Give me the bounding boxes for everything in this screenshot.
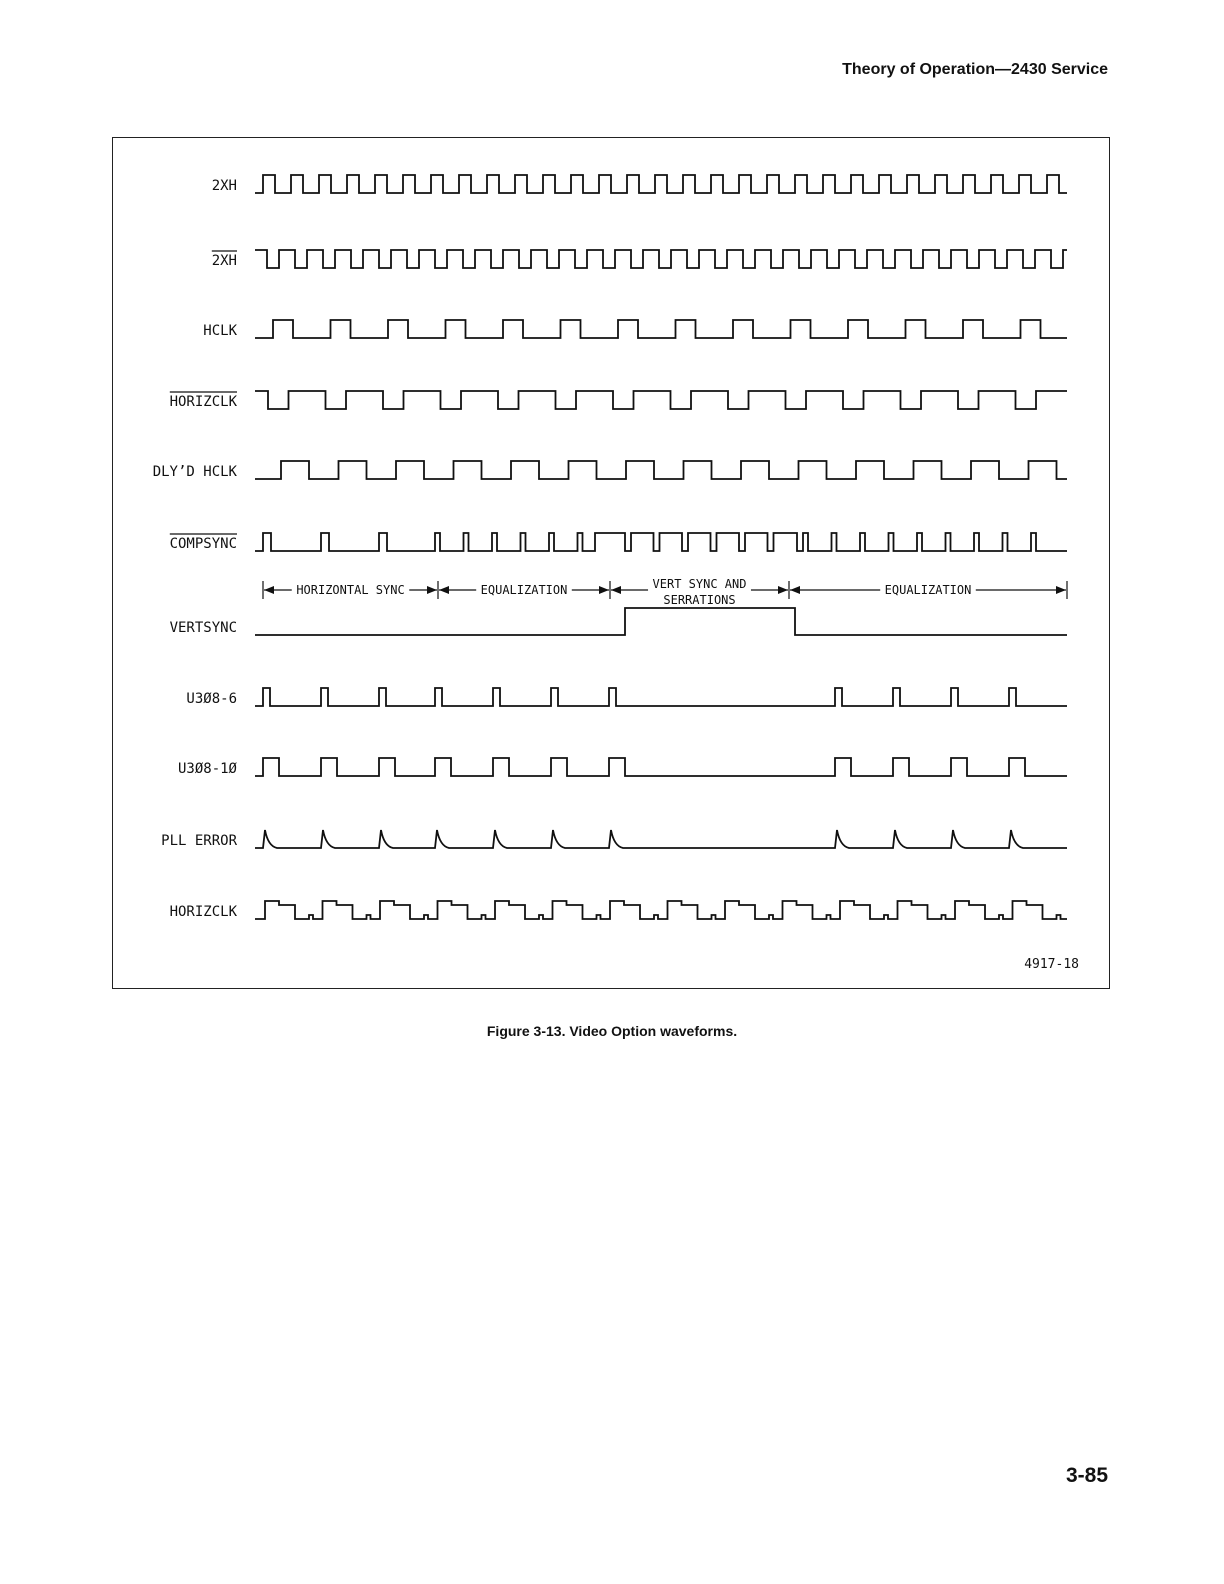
waveform-2xh-bar: [255, 250, 1067, 268]
arrow-left-icon: [264, 586, 274, 594]
signal-label-vertsync: VERTSYNC: [169, 620, 237, 636]
waveform-u308-6: [255, 688, 1067, 706]
arrow-right-icon: [599, 586, 609, 594]
waveform-hclk: [255, 320, 1067, 338]
segment-label-3: EQUALIZATION: [884, 583, 972, 597]
segment-label-0: HORIZONTAL SYNC: [296, 583, 405, 597]
signal-label-2xh: 2XH: [211, 178, 237, 194]
arrow-right-icon: [1056, 586, 1066, 594]
signal-label-compsync-bar: COMPSYNC: [169, 536, 237, 552]
segment-label2-2: SERRATIONS: [663, 593, 736, 607]
signal-label-dlyd-hclk: DLY’D HCLK: [152, 464, 237, 480]
signal-label-pll-error: PLL ERROR: [161, 833, 237, 849]
waveform-u308-10: [255, 758, 1067, 776]
arrow-right-icon: [778, 586, 788, 594]
segment-label-2: VERT SYNC AND: [652, 577, 747, 591]
waveform-dlyd-hclk: [255, 461, 1067, 479]
signal-label-u308-6: U3Ø8-6: [186, 691, 237, 707]
figure-caption: Figure 3-13. Video Option waveforms.: [486, 1023, 738, 1039]
figure-frame: [112, 137, 1110, 989]
arrow-left-icon: [439, 586, 449, 594]
page-number: 3-85: [1065, 1464, 1108, 1487]
arrow-left-icon: [611, 586, 621, 594]
segment-label-1: EQUALIZATION: [480, 583, 568, 597]
signal-label-horizclk: HORIZCLK: [169, 904, 237, 920]
waveform-compsync-bar: [255, 533, 1067, 551]
waveform-pll-error: [255, 830, 1067, 848]
waveform-horizclk: [255, 901, 1067, 919]
signal-label-u308-10: U3Ø8-1Ø: [177, 761, 237, 777]
waveform-vertsync: [255, 608, 1067, 635]
signal-label-hclk: HCLK: [203, 323, 237, 339]
signal-label-2xh-bar: 2XH: [211, 253, 237, 269]
waveform-2xh: [255, 175, 1067, 193]
arrow-left-icon: [790, 586, 800, 594]
arrow-right-icon: [427, 586, 437, 594]
waveform-horizclk-bar: [255, 391, 1067, 409]
running-head: Theory of Operation—2430 Service: [842, 61, 1108, 78]
signal-label-horizclk-bar: HORIZCLK: [169, 394, 237, 410]
timing-diagram: [113, 138, 1109, 988]
figure-id: 4917-18: [1024, 957, 1079, 972]
